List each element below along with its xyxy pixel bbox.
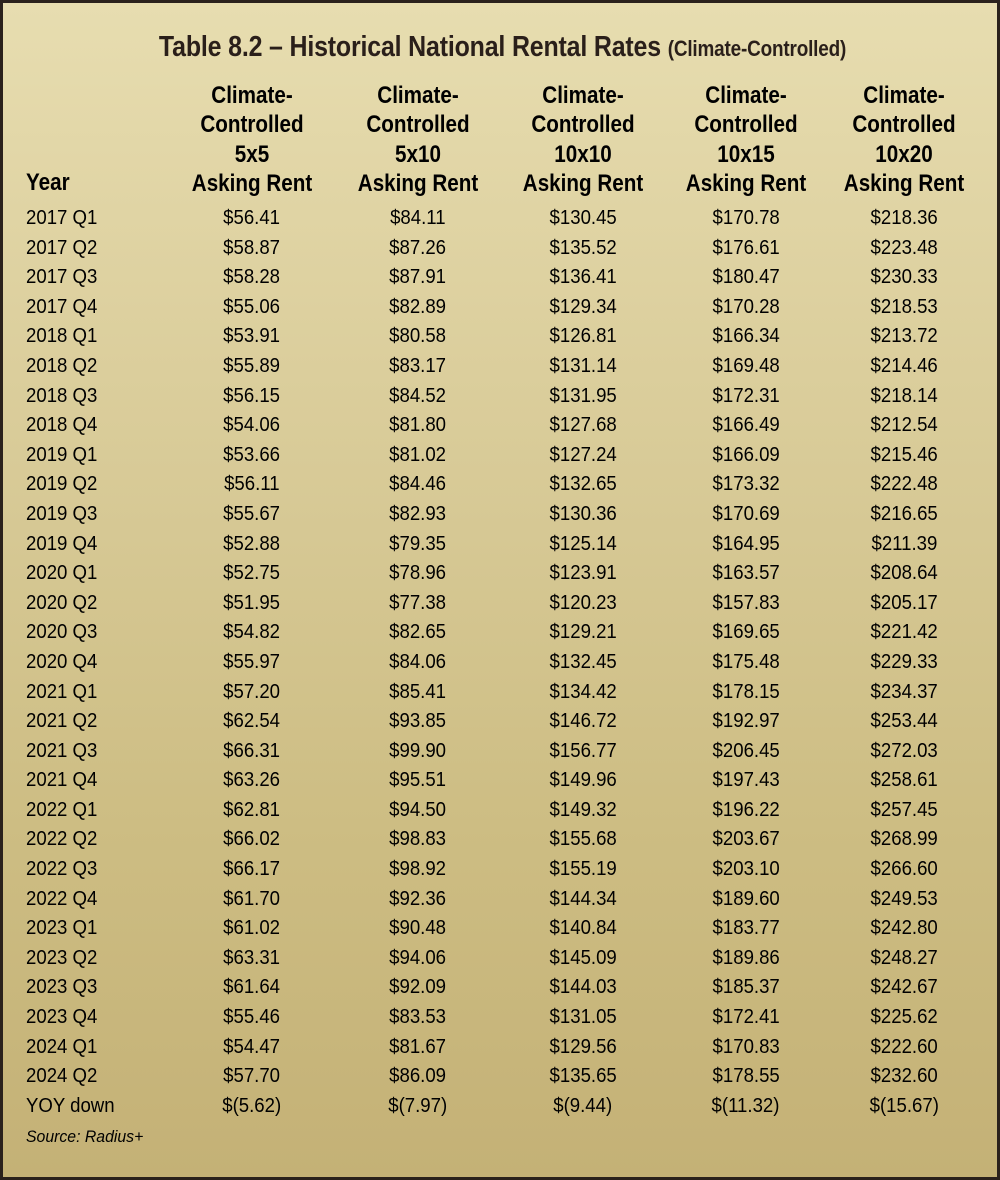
rent-cell: $127.24 [549, 443, 617, 466]
rent-cell: $172.31 [712, 384, 780, 407]
rent-cell: $218.36 [870, 207, 938, 229]
rent-cell: $140.84 [549, 917, 617, 940]
rent-cell: $129.21 [549, 621, 617, 644]
rent-cell: $79.35 [389, 532, 447, 555]
row-label: 2020 Q4 [26, 650, 98, 673]
rent-cell: $189.60 [712, 887, 780, 910]
rent-cell: $62.54 [223, 710, 281, 733]
row-label: 2022 Q4 [26, 887, 98, 910]
table-row [0, 766, 1000, 796]
rent-cell: $213.72 [870, 325, 938, 348]
rent-cell: $185.37 [712, 976, 780, 999]
rent-cell: $183.77 [712, 917, 780, 940]
rent-cell: $63.31 [223, 946, 281, 969]
rent-cell: $127.68 [549, 414, 617, 437]
rent-cell: $205.17 [870, 591, 938, 614]
rent-cell: $87.26 [389, 236, 447, 259]
rent-cell: $55.06 [223, 295, 281, 318]
rent-cell: $222.48 [870, 473, 938, 496]
table-row [0, 411, 1000, 441]
rent-cell: $163.57 [712, 562, 780, 585]
table-row [0, 796, 1000, 826]
rent-cell: $249.53 [870, 887, 938, 910]
rent-cell: $84.06 [389, 650, 447, 673]
rent-cell: $169.48 [712, 354, 780, 377]
rent-cell: $61.70 [223, 887, 281, 910]
header-line: Asking Rent [685, 169, 807, 197]
rent-cell: $248.27 [870, 946, 938, 969]
rent-cell: $211.39 [871, 532, 937, 555]
row-label: 2023 Q2 [26, 946, 98, 969]
rent-cell: $130.45 [549, 207, 617, 229]
rent-cell: $(7.97) [388, 1094, 448, 1117]
header-line: Controlled [531, 111, 635, 139]
rent-cell: $129.34 [549, 295, 617, 318]
row-label: 2024 Q2 [26, 1065, 98, 1088]
rent-cell: $66.17 [223, 858, 281, 881]
rent-cell: $86.09 [389, 1065, 447, 1088]
rent-cell: $63.26 [223, 769, 281, 792]
row-label: 2017 Q1 [26, 207, 98, 229]
header-year: Year [26, 169, 70, 196]
rent-cell: $212.54 [870, 414, 938, 437]
rent-cell: $(5.62) [222, 1094, 282, 1117]
rent-cell: $166.49 [712, 414, 780, 437]
row-label: 2018 Q1 [26, 325, 98, 348]
table-row [0, 737, 1000, 767]
rent-cell: $149.96 [549, 769, 617, 792]
rent-cell: $84.11 [390, 207, 446, 229]
row-label: 2018 Q4 [26, 414, 98, 437]
table-row [0, 322, 1000, 352]
table-row [0, 648, 1000, 678]
table-row [0, 382, 1000, 412]
rent-cell: $157.83 [712, 591, 780, 614]
header-line: Climate- [705, 82, 787, 109]
rent-cell: $126.81 [549, 325, 617, 348]
table-row [0, 825, 1000, 855]
rent-cell: $180.47 [712, 266, 780, 289]
rent-cell: $120.23 [549, 591, 617, 614]
rent-cell: $172.41 [712, 1006, 780, 1029]
table-row [0, 234, 1000, 264]
rent-cell: $82.93 [389, 502, 447, 525]
rent-cell: $218.14 [870, 384, 938, 407]
rent-cell: $51.95 [223, 591, 281, 614]
row-label: 2017 Q3 [26, 266, 98, 289]
rent-cell: $66.02 [223, 828, 281, 851]
rent-cell: $56.11 [224, 473, 280, 496]
header-line: Climate- [377, 82, 459, 109]
rent-cell: $81.80 [389, 414, 447, 437]
header-line: Asking Rent [357, 169, 479, 197]
row-label: 2022 Q1 [26, 798, 98, 821]
rent-cell: $135.65 [549, 1065, 617, 1088]
rent-cell: $173.32 [712, 473, 780, 496]
rent-cell: $225.62 [870, 1006, 938, 1029]
rent-cell: $170.69 [712, 502, 780, 525]
rent-cell: $62.81 [223, 798, 281, 821]
header-line: 10x10 [554, 140, 612, 168]
row-label: 2020 Q3 [26, 621, 98, 644]
rent-cell: $130.36 [549, 502, 617, 525]
table-row [0, 500, 1000, 530]
rent-cell: $52.88 [223, 532, 281, 555]
row-label: 2024 Q1 [26, 1035, 98, 1058]
rent-cell: $214.46 [870, 354, 938, 377]
rent-cell: $253.44 [870, 710, 938, 733]
table-row [0, 1033, 1000, 1063]
rent-cell: $268.99 [870, 828, 938, 851]
rent-cell: $136.41 [549, 266, 617, 289]
rent-cell: $92.36 [389, 887, 447, 910]
rent-cell: $53.91 [223, 325, 281, 348]
rent-cell: $66.31 [223, 739, 281, 762]
rent-cell: $131.14 [549, 354, 617, 377]
rent-cell: $192.97 [712, 710, 780, 733]
rent-cell: $90.48 [389, 917, 447, 940]
rent-cell: $258.61 [870, 769, 938, 792]
rent-cell: $55.97 [223, 650, 281, 673]
rent-cell: $98.83 [389, 828, 447, 851]
header-line: Climate- [542, 82, 624, 109]
rent-cell: $61.02 [223, 917, 281, 940]
rent-cell: $80.58 [389, 325, 447, 348]
rent-cell: $81.67 [389, 1035, 447, 1058]
row-label: 2021 Q4 [26, 769, 98, 792]
rent-cell: $234.37 [870, 680, 938, 703]
table-row [0, 204, 1000, 234]
table-row [0, 470, 1000, 500]
table-row [0, 1092, 1000, 1122]
rent-cell: $170.28 [712, 295, 780, 318]
table-row [0, 263, 1000, 293]
rent-cell: $155.68 [549, 828, 617, 851]
rent-cell: $257.45 [870, 798, 938, 821]
rent-cell: $77.38 [389, 591, 447, 614]
rent-cell: $92.09 [389, 976, 447, 999]
header-line: Controlled [366, 111, 470, 139]
row-label: 2019 Q4 [26, 532, 98, 555]
row-label: 2021 Q2 [26, 710, 98, 733]
rent-cell: $94.06 [389, 946, 447, 969]
header-column-2 [328, 81, 508, 198]
header-column-4 [656, 81, 836, 198]
table-body [0, 204, 1000, 1121]
table-row [0, 1062, 1000, 1092]
header-line: Controlled [852, 111, 956, 139]
table-row [0, 441, 1000, 471]
rent-cell: $149.32 [549, 798, 617, 821]
rent-cell: $175.48 [712, 650, 780, 673]
rent-cell: $144.03 [549, 976, 617, 999]
rent-cell: $61.64 [223, 976, 281, 999]
rent-cell: $144.34 [549, 887, 617, 910]
rent-cell: $196.22 [712, 798, 780, 821]
title-suffix: (Climate-Controlled) [668, 36, 847, 61]
rent-cell: $218.53 [870, 295, 938, 318]
row-label: 2022 Q2 [26, 828, 98, 851]
rent-cell: $131.05 [549, 1006, 617, 1029]
rent-cell: $54.82 [223, 621, 281, 644]
rent-cell: $134.42 [549, 680, 617, 703]
header-line: 5x5 [234, 140, 270, 168]
table-row [0, 1003, 1000, 1033]
rent-cell: $53.66 [223, 443, 281, 466]
table-row [0, 944, 1000, 974]
rent-cell: $176.61 [712, 236, 780, 259]
table-row [0, 559, 1000, 589]
title-main: Table 8.2 – Historical National Rental Rates [159, 31, 662, 63]
rent-cell: $84.52 [389, 384, 447, 407]
rent-cell: $58.87 [223, 236, 281, 259]
rent-cell: $82.89 [389, 295, 447, 318]
rent-cell: $95.51 [389, 769, 447, 792]
rent-cell: $87.91 [389, 266, 447, 289]
rent-cell: $131.95 [549, 384, 617, 407]
rent-cell: $145.09 [549, 946, 617, 969]
header-column-5 [814, 81, 994, 198]
rent-cell: $52.75 [223, 562, 281, 585]
rent-cell: $208.64 [870, 562, 938, 585]
rent-cell: $178.15 [712, 680, 780, 703]
rent-cell: $146.72 [549, 710, 617, 733]
rent-cell: $242.67 [870, 976, 938, 999]
rent-cell: $83.53 [389, 1006, 447, 1029]
rent-cell: $56.15 [223, 384, 281, 407]
header-line: 10x15 [717, 140, 775, 168]
rent-cell: $155.19 [549, 858, 617, 881]
table-row [0, 618, 1000, 648]
row-label: 2018 Q3 [26, 384, 98, 407]
rent-cell: $229.33 [870, 650, 938, 673]
table-row [0, 293, 1000, 323]
rent-cell: $(15.67) [869, 1094, 939, 1117]
rent-cell: $84.46 [389, 473, 447, 496]
rent-cell: $78.96 [389, 562, 447, 585]
rent-cell: $156.77 [549, 739, 617, 762]
rent-cell: $230.33 [870, 266, 938, 289]
row-label: 2020 Q1 [26, 562, 98, 585]
row-label: 2023 Q1 [26, 917, 98, 940]
header-column-3 [493, 81, 673, 198]
rent-cell: $169.65 [712, 621, 780, 644]
header-line: Asking Rent [191, 169, 313, 197]
rent-cell: $55.89 [223, 354, 281, 377]
header-line: 5x10 [395, 140, 441, 168]
rent-cell: $206.45 [712, 739, 780, 762]
rent-cell: $223.48 [870, 236, 938, 259]
rent-cell: $(9.44) [553, 1094, 613, 1117]
row-label: 2017 Q2 [26, 236, 98, 259]
row-label: 2022 Q3 [26, 858, 98, 881]
rent-cell: $125.14 [549, 532, 617, 555]
table-row [0, 530, 1000, 560]
rent-cell: $170.78 [712, 207, 780, 229]
rent-cell: $129.56 [549, 1035, 617, 1058]
rent-cell: $135.52 [549, 236, 617, 259]
rent-cell: $55.46 [223, 1006, 281, 1029]
header-line: Asking Rent [843, 169, 965, 197]
table-row [0, 352, 1000, 382]
row-label: 2017 Q4 [26, 295, 98, 318]
rent-cell: $221.42 [870, 621, 938, 644]
row-label: 2020 Q2 [26, 591, 98, 614]
header-line: Controlled [694, 111, 798, 139]
rent-cell: $98.92 [389, 858, 447, 881]
header-column-1 [162, 81, 342, 198]
header-line: 10x20 [875, 140, 933, 168]
rent-cell: $99.90 [389, 739, 447, 762]
rent-cell: $189.86 [712, 946, 780, 969]
table-row [0, 973, 1000, 1003]
rent-cell: $232.60 [870, 1065, 938, 1088]
rent-cell: $82.65 [389, 621, 447, 644]
rent-cell: $123.91 [549, 562, 617, 585]
row-label: 2019 Q3 [26, 502, 98, 525]
header-line: Controlled [200, 111, 304, 139]
rent-cell: $132.45 [549, 650, 617, 673]
row-label: 2019 Q1 [26, 443, 98, 466]
table-row [0, 678, 1000, 708]
row-label: 2023 Q4 [26, 1006, 98, 1029]
rent-cell: $57.70 [223, 1065, 281, 1088]
header-line: Climate- [211, 82, 293, 109]
rent-cell: $(11.32) [712, 1094, 780, 1117]
rent-cell: $54.06 [223, 414, 281, 437]
row-label: 2023 Q3 [26, 976, 98, 999]
table-row [0, 914, 1000, 944]
rent-cell: $272.03 [870, 739, 938, 762]
table-row [0, 589, 1000, 619]
rent-cell: $56.41 [223, 207, 281, 229]
rent-cell: $178.55 [712, 1065, 780, 1088]
rent-cell: $166.34 [712, 325, 780, 348]
rent-cell: $203.67 [712, 828, 780, 851]
row-label: 2018 Q2 [26, 354, 98, 377]
rent-cell: $94.50 [389, 798, 447, 821]
rent-cell: $216.65 [870, 502, 938, 525]
header-line: Climate- [863, 82, 945, 109]
rent-cell: $85.41 [389, 680, 447, 703]
rent-cell: $93.85 [389, 710, 447, 733]
rent-cell: $83.17 [389, 354, 447, 377]
rent-cell: $54.47 [223, 1035, 281, 1058]
rent-cell: $164.95 [712, 532, 780, 555]
row-label: 2021 Q3 [26, 739, 98, 762]
rent-cell: $215.46 [870, 443, 938, 466]
row-label: 2019 Q2 [26, 473, 98, 496]
rent-cell: $166.09 [712, 443, 780, 466]
rent-cell: $203.10 [712, 858, 780, 881]
table-title [3, 31, 1000, 64]
table-row [0, 707, 1000, 737]
row-label: 2021 Q1 [26, 680, 98, 703]
table-row [0, 885, 1000, 915]
rent-cell: $55.67 [223, 502, 281, 525]
table-row [0, 855, 1000, 885]
rent-cell: $222.60 [870, 1035, 938, 1058]
row-label: YOY down [26, 1094, 115, 1117]
rent-cell: $266.60 [870, 858, 938, 881]
rent-cell: $242.80 [870, 917, 938, 940]
rent-cell: $58.28 [223, 266, 281, 289]
rent-cell: $81.02 [389, 443, 447, 466]
source-note: Source: Radius+ [26, 1127, 144, 1146]
rent-cell: $170.83 [712, 1035, 780, 1058]
rent-cell: $57.20 [223, 680, 281, 703]
rent-cell: $197.43 [712, 769, 780, 792]
rent-cell: $132.65 [549, 473, 617, 496]
header-line: Asking Rent [522, 169, 644, 197]
